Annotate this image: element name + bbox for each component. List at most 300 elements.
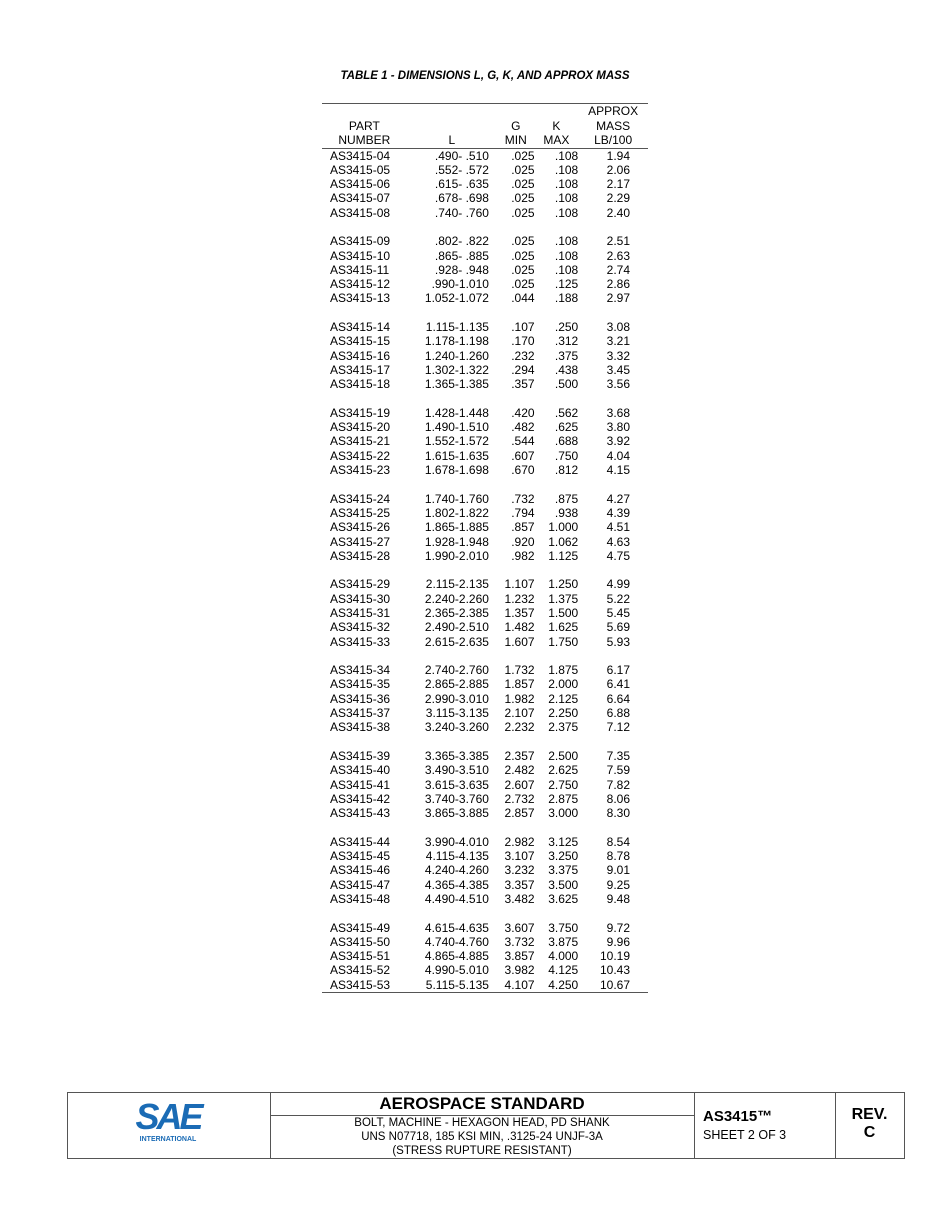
cell-part-number: AS3415-48 bbox=[330, 891, 391, 906]
group-spacer bbox=[322, 477, 648, 491]
sheet-number: SHEET 2 OF 3 bbox=[703, 1128, 787, 1142]
cell-k-max: 1.062 bbox=[548, 534, 579, 549]
table-row bbox=[322, 963, 648, 977]
cell-g-min: .544 bbox=[511, 434, 535, 449]
cell-g-min: .794 bbox=[511, 505, 535, 520]
table-row bbox=[322, 849, 648, 863]
cell-approx-mass: 8.78 bbox=[606, 849, 630, 864]
table-row bbox=[322, 349, 648, 363]
cell-part-number: AS3415-09 bbox=[330, 234, 391, 249]
cell-l: 1.178-1.198 bbox=[424, 334, 489, 349]
header-k-line1: K bbox=[552, 118, 561, 133]
table-row bbox=[322, 249, 648, 263]
cell-l: 2.490-2.510 bbox=[424, 620, 489, 635]
cell-part-number: AS3415-25 bbox=[330, 505, 391, 520]
cell-part-number: AS3415-16 bbox=[330, 348, 391, 363]
cell-l: 1.802-1.822 bbox=[424, 505, 489, 520]
cell-k-max: 1.125 bbox=[548, 548, 579, 563]
cell-l: 1.302-1.322 bbox=[424, 362, 489, 377]
cell-approx-mass: 5.45 bbox=[606, 606, 630, 620]
cell-l: 1.428-1.448 bbox=[424, 405, 489, 420]
cell-g-min: 3.482 bbox=[504, 891, 535, 906]
cell-part-number: AS3415-20 bbox=[330, 420, 391, 435]
cell-approx-mass: 4.51 bbox=[606, 520, 630, 535]
cell-approx-mass: 8.30 bbox=[606, 806, 630, 821]
cell-g-min: 2.982 bbox=[504, 834, 535, 849]
table-row bbox=[322, 577, 648, 591]
sae-logo bbox=[68, 1093, 270, 1158]
table-row bbox=[322, 320, 648, 334]
cell-k-max: 3.125 bbox=[548, 834, 579, 849]
cell-g-min: 1.107 bbox=[504, 577, 535, 592]
cell-part-number: AS3415-19 bbox=[330, 405, 391, 420]
table-row bbox=[322, 334, 648, 348]
cell-g-min: 3.232 bbox=[504, 863, 535, 878]
cell-g-min: .482 bbox=[511, 420, 535, 435]
cell-part-number: AS3415-45 bbox=[330, 849, 391, 864]
cell-g-min: 3.107 bbox=[504, 849, 535, 864]
cell-l: 2.115-2.135 bbox=[425, 577, 489, 592]
cell-k-max: 3.250 bbox=[548, 849, 579, 864]
cell-g-min: .420 bbox=[511, 405, 535, 420]
cell-k-max: .438 bbox=[554, 362, 579, 377]
table-row bbox=[322, 177, 648, 191]
table-row bbox=[322, 520, 648, 534]
cell-k-max: 1.250 bbox=[548, 577, 579, 592]
table-row bbox=[322, 234, 648, 248]
cell-k-max: 2.000 bbox=[548, 677, 579, 692]
table-row bbox=[322, 420, 648, 434]
table-row bbox=[322, 148, 648, 163]
cell-approx-mass: 4.63 bbox=[606, 534, 630, 549]
part-description bbox=[270, 1116, 694, 1158]
table-row bbox=[322, 663, 648, 677]
cell-l: 3.615-3.635 bbox=[424, 777, 489, 792]
document-number: AS3415™ bbox=[703, 1108, 773, 1125]
cell-g-min: 3.607 bbox=[504, 920, 535, 935]
table-title: TABLE 1 - DIMENSIONS L, G, K, AND APPROX MASS bbox=[340, 70, 630, 82]
cell-part-number: AS3415-36 bbox=[330, 691, 391, 706]
cell-k-max: 1.000 bbox=[548, 520, 579, 535]
cell-approx-mass: 2.51 bbox=[606, 234, 630, 249]
cell-g-min: .982 bbox=[511, 548, 535, 563]
cell-g-min: 2.857 bbox=[504, 806, 535, 821]
cell-k-max: .375 bbox=[554, 348, 579, 363]
cell-k-max: .688 bbox=[554, 434, 579, 449]
cell-g-min: .025 bbox=[511, 177, 535, 192]
cell-k-max: .108 bbox=[554, 262, 579, 277]
sae-logo-wordmark: SAE bbox=[135, 1096, 201, 1137]
cell-g-min: 2.107 bbox=[504, 706, 535, 721]
table-row bbox=[322, 892, 648, 906]
cell-l: 3.365-3.385 bbox=[424, 748, 489, 763]
cell-l: 5.115-5.135 bbox=[407, 978, 497, 993]
cell-part-number: AS3415-39 bbox=[330, 748, 391, 763]
cell-k-max: .250 bbox=[554, 320, 579, 335]
cell-g-min: 1.357 bbox=[504, 606, 535, 620]
cell-approx-mass: 6.17 bbox=[606, 663, 630, 678]
header-part-line1: PART bbox=[348, 118, 380, 133]
table-row bbox=[322, 677, 648, 691]
cell-approx-mass: 3.68 bbox=[606, 405, 630, 420]
table-header bbox=[322, 104, 648, 149]
title-block bbox=[67, 1092, 905, 1159]
cell-approx-mass: 4.27 bbox=[606, 491, 630, 506]
cell-l: 2.365-2.385 bbox=[424, 606, 489, 620]
description-line-2: UNS N07718, 185 KSI MIN, .3125-24 UNJF-3A bbox=[361, 1131, 603, 1143]
cell-k-max: 2.125 bbox=[548, 691, 579, 706]
cell-approx-mass: 6.88 bbox=[606, 706, 630, 721]
cell-approx-mass: 4.75 bbox=[606, 548, 630, 563]
cell-g-min: 1.482 bbox=[504, 620, 535, 635]
cell-approx-mass: 9.96 bbox=[606, 934, 630, 949]
cell-g-min: 1.857 bbox=[504, 677, 535, 692]
cell-k-max: 3.000 bbox=[548, 806, 579, 821]
cell-l: 1.490-1.510 bbox=[424, 420, 489, 435]
cell-l: 2.990-3.010 bbox=[424, 691, 489, 706]
cell-l: 4.740-4.760 bbox=[424, 934, 489, 949]
cell-g-min: .232 bbox=[511, 348, 535, 363]
table-row bbox=[322, 506, 648, 520]
table-row bbox=[322, 434, 648, 448]
group-spacer bbox=[322, 649, 648, 663]
cell-k-max: .188 bbox=[554, 291, 579, 306]
cell-k-max: .108 bbox=[554, 162, 579, 177]
revision-label: REV. bbox=[851, 1106, 888, 1123]
cell-g-min: .857 bbox=[511, 520, 535, 535]
cell-approx-mass: 10.43 bbox=[599, 963, 630, 978]
table-row bbox=[322, 692, 648, 706]
cell-l: 2.740-2.760 bbox=[424, 663, 489, 678]
cell-approx-mass: 9.48 bbox=[606, 891, 630, 906]
cell-part-number: AS3415-49 bbox=[330, 920, 391, 935]
cell-g-min: .025 bbox=[511, 248, 535, 263]
table-row bbox=[322, 492, 648, 506]
cell-part-number: AS3415-31 bbox=[330, 606, 391, 620]
cell-g-min: .025 bbox=[511, 162, 535, 177]
table-row bbox=[322, 549, 648, 563]
table-row bbox=[322, 535, 648, 549]
table-row bbox=[322, 978, 648, 993]
cell-approx-mass: 2.40 bbox=[606, 205, 630, 220]
cell-k-max: 1.375 bbox=[548, 591, 579, 606]
cell-approx-mass: 9.72 bbox=[606, 920, 630, 935]
cell-approx-mass: 9.01 bbox=[606, 863, 630, 878]
cell-g-min: 2.732 bbox=[504, 791, 535, 806]
cell-part-number: AS3415-04 bbox=[330, 148, 391, 163]
cell-l: 4.240-4.260 bbox=[424, 863, 489, 878]
standard-title: AEROSPACE STANDARD bbox=[270, 1093, 694, 1116]
table-row bbox=[322, 935, 648, 949]
cell-part-number: AS3415-40 bbox=[330, 763, 391, 778]
header-mass-line3: LB/100 bbox=[578, 133, 648, 148]
cell-l: 1.115-1.135 bbox=[425, 320, 489, 335]
cell-g-min: .920 bbox=[511, 534, 535, 549]
sae-logo-cell bbox=[68, 1093, 271, 1158]
cell-l: .678- .698 bbox=[434, 191, 489, 206]
cell-part-number: AS3415-44 bbox=[330, 834, 391, 849]
cell-part-number: AS3415-23 bbox=[330, 463, 391, 478]
table-row bbox=[322, 878, 648, 892]
table-row bbox=[322, 291, 648, 305]
cell-approx-mass: 3.92 bbox=[606, 434, 630, 449]
cell-k-max: .750 bbox=[554, 448, 579, 463]
cell-approx-mass: 2.29 bbox=[606, 191, 630, 206]
description-line-3: (STRESS RUPTURE RESISTANT) bbox=[392, 1145, 572, 1157]
cell-approx-mass: 5.22 bbox=[606, 591, 630, 606]
cell-k-max: .875 bbox=[554, 491, 579, 506]
table-row bbox=[322, 778, 648, 792]
cell-g-min: .025 bbox=[511, 148, 535, 163]
table-row bbox=[322, 263, 648, 277]
cell-l: 1.365-1.385 bbox=[424, 377, 489, 392]
table-row bbox=[322, 163, 648, 177]
cell-l: 3.115-3.135 bbox=[425, 706, 489, 721]
table-row bbox=[322, 635, 648, 649]
cell-g-min: 1.732 bbox=[504, 663, 535, 678]
cell-l: 2.240-2.260 bbox=[424, 591, 489, 606]
cell-approx-mass: 2.06 bbox=[606, 162, 630, 177]
cell-part-number: AS3415-33 bbox=[330, 634, 391, 649]
cell-g-min: 2.357 bbox=[504, 748, 535, 763]
cell-approx-mass: 7.82 bbox=[606, 777, 630, 792]
cell-approx-mass: 8.54 bbox=[606, 834, 630, 849]
cell-part-number: AS3415-29 bbox=[330, 577, 391, 592]
cell-part-number: AS3415-41 bbox=[330, 777, 391, 792]
cell-part-number: AS3415-08 bbox=[330, 205, 391, 220]
cell-l: 1.678-1.698 bbox=[424, 463, 489, 478]
cell-approx-mass: 2.97 bbox=[606, 291, 630, 306]
header-g-line2: MIN bbox=[497, 133, 535, 148]
cell-l: 1.240-1.260 bbox=[424, 348, 489, 363]
cell-l: 1.990-2.010 bbox=[424, 548, 489, 563]
cell-part-number: AS3415-05 bbox=[330, 162, 391, 177]
cell-approx-mass: 6.41 bbox=[606, 677, 630, 692]
cell-g-min: .044 bbox=[511, 291, 535, 306]
cell-g-min: 1.607 bbox=[504, 634, 535, 649]
group-spacer bbox=[322, 820, 648, 834]
cell-k-max: 1.500 bbox=[548, 606, 579, 620]
description-line-1: BOLT, MACHINE - HEXAGON HEAD, PD SHANK bbox=[354, 1117, 610, 1129]
cell-k-max: .108 bbox=[554, 148, 579, 163]
cell-part-number: AS3415-34 bbox=[330, 663, 391, 678]
cell-approx-mass: 1.94 bbox=[606, 148, 630, 163]
cell-part-number: AS3415-52 bbox=[330, 963, 391, 978]
cell-part-number: AS3415-11 bbox=[330, 262, 390, 277]
cell-g-min: 2.232 bbox=[504, 720, 535, 735]
cell-part-number: AS3415-27 bbox=[330, 534, 391, 549]
table-row bbox=[322, 606, 648, 620]
cell-k-max: .938 bbox=[554, 505, 579, 520]
cell-l: .865- .885 bbox=[434, 248, 489, 263]
header-k-line2: MAX bbox=[535, 133, 579, 148]
cell-k-max: .312 bbox=[554, 334, 579, 349]
cell-l: 1.740-1.760 bbox=[424, 491, 489, 506]
cell-k-max: 1.875 bbox=[548, 663, 579, 678]
cell-g-min: 3.857 bbox=[504, 949, 535, 964]
cell-g-min: .025 bbox=[511, 234, 535, 249]
cell-k-max: 3.625 bbox=[548, 891, 579, 906]
table-row bbox=[322, 806, 648, 820]
cell-g-min: 3.357 bbox=[504, 877, 535, 892]
table-row bbox=[322, 763, 648, 777]
cell-k-max: 2.875 bbox=[548, 791, 579, 806]
table-row bbox=[322, 463, 648, 477]
cell-part-number: AS3415-07 bbox=[330, 191, 391, 206]
cell-part-number: AS3415-38 bbox=[330, 720, 391, 735]
table-row bbox=[322, 749, 648, 763]
cell-k-max: .562 bbox=[554, 405, 579, 420]
cell-part-number: AS3415-06 bbox=[330, 177, 391, 192]
cell-g-min: 2.482 bbox=[504, 763, 535, 778]
cell-approx-mass: 4.04 bbox=[606, 448, 630, 463]
cell-approx-mass: 3.80 bbox=[606, 420, 630, 435]
table-row bbox=[322, 377, 648, 391]
cell-l: .928- .948 bbox=[434, 262, 489, 277]
cell-part-number: AS3415-24 bbox=[330, 491, 391, 506]
cell-g-min: .732 bbox=[511, 491, 535, 506]
cell-l: 1.052-1.072 bbox=[424, 291, 489, 306]
cell-part-number: AS3415-12 bbox=[330, 277, 391, 292]
cell-approx-mass: 10.67 bbox=[578, 978, 648, 993]
cell-l: 3.990-4.010 bbox=[424, 834, 489, 849]
title-cell bbox=[270, 1093, 695, 1158]
table-row bbox=[322, 863, 648, 877]
cell-k-max: .500 bbox=[554, 377, 579, 392]
cell-g-min: 3.732 bbox=[504, 934, 535, 949]
table-row bbox=[322, 363, 648, 377]
header-g-line1: G bbox=[511, 118, 521, 133]
cell-part-number: AS3415-15 bbox=[330, 334, 391, 349]
cell-k-max: 3.500 bbox=[548, 877, 579, 892]
table-row bbox=[322, 835, 648, 849]
revision-value: C bbox=[863, 1124, 876, 1141]
cell-part-number: AS3415-37 bbox=[330, 706, 391, 721]
cell-g-min: .170 bbox=[511, 334, 535, 349]
cell-k-max: .108 bbox=[554, 191, 579, 206]
cell-g-min: 3.982 bbox=[504, 963, 535, 978]
group-spacer bbox=[322, 906, 648, 920]
cell-k-max: 4.250 bbox=[535, 978, 579, 993]
cell-l: 1.615-1.635 bbox=[424, 448, 489, 463]
cell-part-number: AS3415-50 bbox=[330, 934, 391, 949]
cell-part-number: AS3415-22 bbox=[330, 448, 391, 463]
table-row bbox=[322, 949, 648, 963]
cell-g-min: .107 bbox=[511, 320, 535, 335]
cell-l: 4.865-4.885 bbox=[424, 949, 489, 964]
cell-l: 4.615-4.635 bbox=[424, 920, 489, 935]
cell-g-min: 4.107 bbox=[497, 978, 535, 993]
cell-approx-mass: 3.21 bbox=[606, 334, 630, 349]
cell-approx-mass: 7.12 bbox=[606, 720, 630, 735]
cell-l: .490- .510 bbox=[434, 148, 489, 163]
cell-approx-mass: 3.32 bbox=[606, 348, 630, 363]
cell-l: 1.928-1.948 bbox=[424, 534, 489, 549]
document-cell bbox=[694, 1093, 836, 1158]
cell-approx-mass: 3.08 bbox=[606, 320, 630, 335]
cell-approx-mass: 7.59 bbox=[606, 763, 630, 778]
cell-g-min: .294 bbox=[511, 362, 535, 377]
header-mass-line1: APPROX bbox=[578, 104, 648, 119]
table-row bbox=[322, 406, 648, 420]
cell-k-max: 4.125 bbox=[548, 963, 579, 978]
dimensions-table bbox=[322, 103, 648, 993]
cell-part-number: AS3415-35 bbox=[330, 677, 391, 692]
cell-approx-mass: 4.39 bbox=[606, 505, 630, 520]
cell-g-min: 1.232 bbox=[504, 591, 535, 606]
cell-k-max: 2.500 bbox=[548, 748, 579, 763]
cell-k-max: .625 bbox=[554, 420, 579, 435]
cell-l: 1.552-1.572 bbox=[424, 434, 489, 449]
cell-approx-mass: 10.19 bbox=[599, 949, 630, 964]
cell-k-max: .108 bbox=[554, 205, 579, 220]
cell-g-min: .025 bbox=[511, 262, 535, 277]
cell-g-min: 2.607 bbox=[504, 777, 535, 792]
cell-l: .740- .760 bbox=[434, 205, 489, 220]
cell-l: 1.865-1.885 bbox=[424, 520, 489, 535]
table-row bbox=[322, 792, 648, 806]
table-row bbox=[322, 277, 648, 291]
cell-approx-mass: 6.64 bbox=[606, 691, 630, 706]
group-spacer bbox=[322, 735, 648, 749]
cell-part-number: AS3415-28 bbox=[330, 548, 391, 563]
cell-k-max: 1.625 bbox=[548, 620, 579, 635]
table-row bbox=[322, 921, 648, 935]
table-row bbox=[322, 592, 648, 606]
cell-k-max: 3.875 bbox=[548, 934, 579, 949]
cell-g-min: .357 bbox=[511, 377, 535, 392]
cell-k-max: .108 bbox=[554, 177, 579, 192]
cell-l: 4.365-4.385 bbox=[424, 877, 489, 892]
cell-part-number: AS3415-46 bbox=[330, 863, 391, 878]
cell-part-number: AS3415-18 bbox=[330, 377, 391, 392]
cell-k-max: .812 bbox=[554, 463, 579, 478]
cell-part-number: AS3415-43 bbox=[330, 806, 391, 821]
cell-l: 3.740-3.760 bbox=[424, 791, 489, 806]
cell-k-max: 1.750 bbox=[548, 634, 579, 649]
cell-l: .802- .822 bbox=[434, 234, 489, 249]
cell-approx-mass: 8.06 bbox=[606, 791, 630, 806]
cell-part-number: AS3415-10 bbox=[330, 248, 391, 263]
cell-part-number: AS3415-17 bbox=[330, 362, 391, 377]
cell-g-min: .670 bbox=[511, 463, 535, 478]
cell-g-min: .607 bbox=[511, 448, 535, 463]
cell-k-max: .108 bbox=[554, 234, 579, 249]
cell-l: 4.115-4.135 bbox=[425, 849, 489, 864]
table-row bbox=[322, 449, 648, 463]
cell-part-number: AS3415-26 bbox=[330, 520, 391, 535]
group-spacer bbox=[322, 220, 648, 234]
cell-g-min: .025 bbox=[511, 191, 535, 206]
cell-l: 2.615-2.635 bbox=[424, 634, 489, 649]
sae-logo-subtext: INTERNATIONAL bbox=[139, 1136, 197, 1143]
cell-g-min: 1.982 bbox=[504, 691, 535, 706]
cell-l: 4.990-5.010 bbox=[424, 963, 489, 978]
cell-k-max: 2.250 bbox=[548, 706, 579, 721]
cell-approx-mass: 7.35 bbox=[606, 748, 630, 763]
cell-part-number: AS3415-47 bbox=[330, 877, 391, 892]
cell-part-number: AS3415-14 bbox=[330, 320, 391, 335]
cell-k-max: 3.750 bbox=[548, 920, 579, 935]
cell-k-max: 2.750 bbox=[548, 777, 579, 792]
cell-l: .552- .572 bbox=[434, 162, 489, 177]
cell-approx-mass: 5.69 bbox=[606, 620, 630, 635]
header-mass-line2: MASS bbox=[596, 118, 631, 133]
cell-k-max: .125 bbox=[554, 277, 579, 292]
cell-approx-mass: 4.15 bbox=[606, 463, 630, 478]
cell-l: 2.865-2.885 bbox=[424, 677, 489, 692]
cell-part-number: AS3415-13 bbox=[330, 291, 391, 306]
